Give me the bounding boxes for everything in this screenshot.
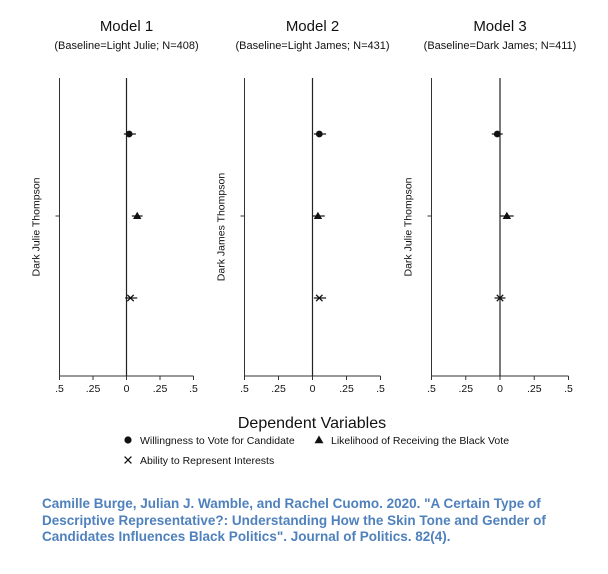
x-tick-label: .25 [458,383,474,395]
x-tick-label: .5 [240,383,249,395]
panel-subtitle: (Baseline=Dark James; N=411) [423,40,577,52]
x-tick-label: 0 [309,383,316,395]
legend-circle-icon [124,436,131,443]
legend-label: Willingness to Vote for Candidate [140,435,295,447]
legend-label: Ability to Represent Interests [140,455,275,467]
x-tick-label: .5 [55,383,64,395]
x-tick-label: .5 [376,383,385,395]
legend-triangle-icon [315,436,324,444]
x-tick-label: 0 [123,383,130,395]
panel-subtitle: (Baseline=Light James; N=431) [235,40,390,52]
estimate-circle-marker [126,131,133,138]
x-tick-label: .25 [152,383,168,395]
y-axis-label: Dark James Thompson [215,172,228,282]
legend-x-icon [125,457,132,464]
x-tick-label: 0 [497,383,503,395]
x-tick-label: .25 [339,383,354,395]
panel-title: Model 1 [99,18,154,35]
estimate-circle-marker [494,131,501,138]
shared-x-axis-label: Dependent Variables [237,415,387,432]
y-axis-label: Dark Julie Thompson [30,177,43,277]
panel-title: Model 3 [473,18,527,35]
x-tick-label: .5 [189,383,198,395]
x-tick-label: .5 [427,383,436,395]
x-tick-label: .25 [271,383,286,395]
x-tick-label: .25 [526,383,542,395]
x-tick-label: .5 [564,383,573,395]
panel-title: Model 2 [285,18,340,35]
y-axis-label: Dark Julie Thompson [402,177,415,277]
panel-subtitle: (Baseline=Light Julie; N=408) [54,40,199,52]
legend-label: Likelihood of Receiving the Black Vote [331,435,510,447]
x-tick-label: .25 [85,383,101,395]
citation-caption: Camille Burge, Julian J. Wamble, and Rachel Cuomo. 2020. "A Certain Type of Descriptive Representative?: Understanding How the Skin Tone and Gender of Candidates Influences Black Politics". Journal of Politics. 82(4). [42,496,546,544]
estimate-circle-marker [316,131,323,138]
